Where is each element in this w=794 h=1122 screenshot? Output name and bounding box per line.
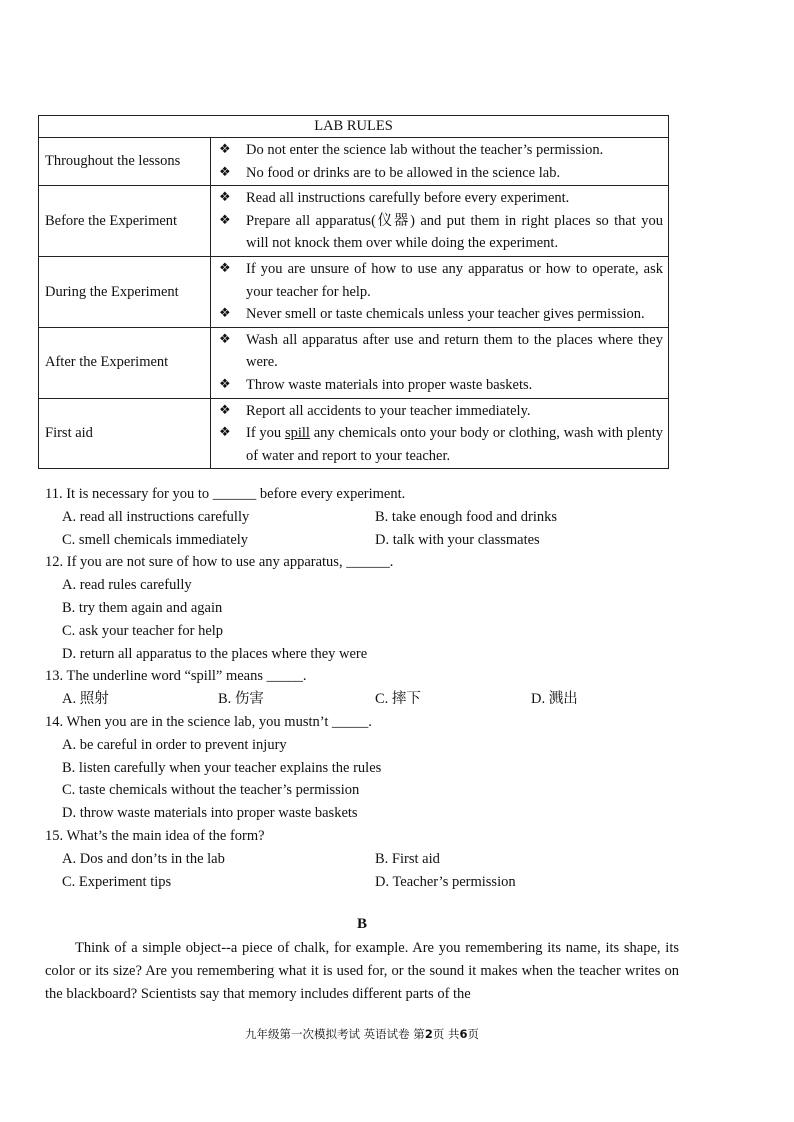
option-c: C. 摔下 bbox=[375, 691, 421, 708]
rule-item: ❖ If you spill any chemicals onto your body or clothing, wash with plenty of water and report to your teacher. bbox=[219, 422, 663, 467]
rule-item: ❖ Never smell or taste chemicals unless your teacher gives permission. bbox=[219, 303, 663, 326]
diamond-bullet-icon: ❖ bbox=[219, 306, 231, 322]
option-c: C. Experiment tips bbox=[62, 873, 172, 890]
table-title: LAB RULES bbox=[39, 116, 669, 138]
option-row bbox=[45, 529, 695, 552]
option-d: D. 溅出 bbox=[531, 691, 578, 708]
rule-item: ❖ Prepare all apparatus(仪器) and put them in right places so that you will not knock them over while doing the experiment. bbox=[219, 210, 663, 255]
question-stem: 12. If you are not sure of how to use any apparatus, ______. bbox=[45, 554, 394, 571]
question-stem: 14. When you are in the science lab, you mustn’t _____. bbox=[45, 713, 372, 730]
option-a: A. read all instructions carefully bbox=[62, 508, 250, 525]
rule-item: ❖ Wash all apparatus after use and return them to the places where they were. bbox=[219, 329, 663, 374]
questions-list bbox=[45, 483, 695, 893]
row-rules bbox=[211, 256, 669, 327]
diamond-bullet-icon: ❖ bbox=[219, 260, 231, 276]
diamond-bullet-icon: ❖ bbox=[219, 190, 231, 206]
option-c: C. smell chemicals immediately bbox=[62, 531, 249, 548]
diamond-bullet-icon: ❖ bbox=[219, 376, 231, 392]
underlined-word: spill bbox=[284, 425, 310, 442]
lab-rules-table bbox=[38, 115, 669, 469]
diamond-bullet-icon: ❖ bbox=[219, 425, 231, 441]
option-b: B. First aid bbox=[375, 850, 440, 867]
total-pages: 6 bbox=[459, 1027, 468, 1041]
diamond-bullet-icon: ❖ bbox=[219, 142, 231, 157]
diamond-bullet-icon: ❖ bbox=[219, 402, 231, 418]
option-row bbox=[45, 688, 695, 711]
rule-item: ❖ If you are unsure of how to use any apparatus or how to operate, ask your teacher for help. bbox=[219, 258, 663, 303]
rule-item: ❖ Throw waste materials into proper waste baskets. bbox=[219, 374, 663, 397]
table-row bbox=[39, 398, 669, 469]
question-stem: 13. The underline word “spill” means _____. bbox=[45, 668, 307, 685]
question-stem: 11. It is necessary for you to ______ before every experiment. bbox=[45, 486, 406, 502]
option-row bbox=[45, 871, 695, 894]
option-c: C. taste chemicals without the teacher’s permission bbox=[62, 782, 360, 799]
row-category: Before the Experiment bbox=[39, 186, 211, 257]
diamond-bullet-icon: ❖ bbox=[219, 212, 231, 228]
row-rules bbox=[211, 398, 669, 469]
option-a: A. read rules carefully bbox=[62, 577, 192, 594]
section-b-title: B bbox=[356, 916, 367, 932]
diamond-bullet-icon: ❖ bbox=[219, 331, 231, 347]
table-row bbox=[39, 186, 669, 257]
option-d: D. Teacher’s permission bbox=[375, 873, 516, 890]
option-d: D. throw waste materials into proper waste baskets bbox=[62, 805, 358, 822]
row-rules bbox=[211, 186, 669, 257]
row-rules bbox=[211, 138, 669, 186]
row-category: First aid bbox=[39, 398, 211, 469]
option-a: A. Dos and don’ts in the lab bbox=[62, 850, 225, 867]
table-row bbox=[39, 256, 669, 327]
row-category: Throughout the lessons bbox=[39, 138, 211, 186]
option-a: A. 照射 bbox=[62, 691, 109, 708]
question-stem: 15. What’s the main idea of the form? bbox=[45, 827, 265, 844]
option-b: B. 伤害 bbox=[218, 691, 264, 708]
table-row bbox=[39, 138, 669, 186]
option-b: B. take enough food and drinks bbox=[375, 508, 558, 525]
rule-item: ❖ Read all instructions carefully before every experiment. bbox=[219, 187, 663, 210]
section-b-passage: Think of a simple object--a piece of chalk, for example. Are you remembering its name, its shape, its color or its size? Are you remembering what it is used for, or the sound it makes when the teacher writes on the blackboard? Scientists say that memory includes different parts of the bbox=[45, 940, 679, 1002]
option-row bbox=[45, 848, 695, 871]
table-row bbox=[39, 327, 669, 398]
page-footer: 九年级第一次模拟考试 英语试卷 第2页 共6页 bbox=[245, 1027, 479, 1041]
option-d: D. return all apparatus to the places where they were bbox=[62, 645, 368, 662]
row-category: During the Experiment bbox=[39, 256, 211, 327]
row-category: After the Experiment bbox=[39, 327, 211, 398]
rule-item: ❖ Do not enter the science lab without the teacher’s permission. bbox=[219, 139, 663, 162]
page-number: 2 bbox=[424, 1027, 433, 1041]
rule-item: ❖ No food or drinks are to be allowed in the science lab. bbox=[219, 162, 663, 185]
option-b: B. listen carefully when your teacher explains the rules bbox=[62, 759, 382, 776]
table-title-row bbox=[39, 116, 669, 138]
option-a: A. be careful in order to prevent injury bbox=[62, 736, 287, 753]
row-rules bbox=[211, 327, 669, 398]
option-c: C. ask your teacher for help bbox=[62, 622, 224, 639]
option-row bbox=[45, 506, 695, 529]
diamond-bullet-icon: ❖ bbox=[219, 164, 231, 180]
rule-item: ❖ Report all accidents to your teacher immediately. bbox=[219, 400, 663, 423]
option-b: B. try them again and again bbox=[62, 599, 223, 616]
option-d: D. talk with your classmates bbox=[375, 531, 540, 548]
